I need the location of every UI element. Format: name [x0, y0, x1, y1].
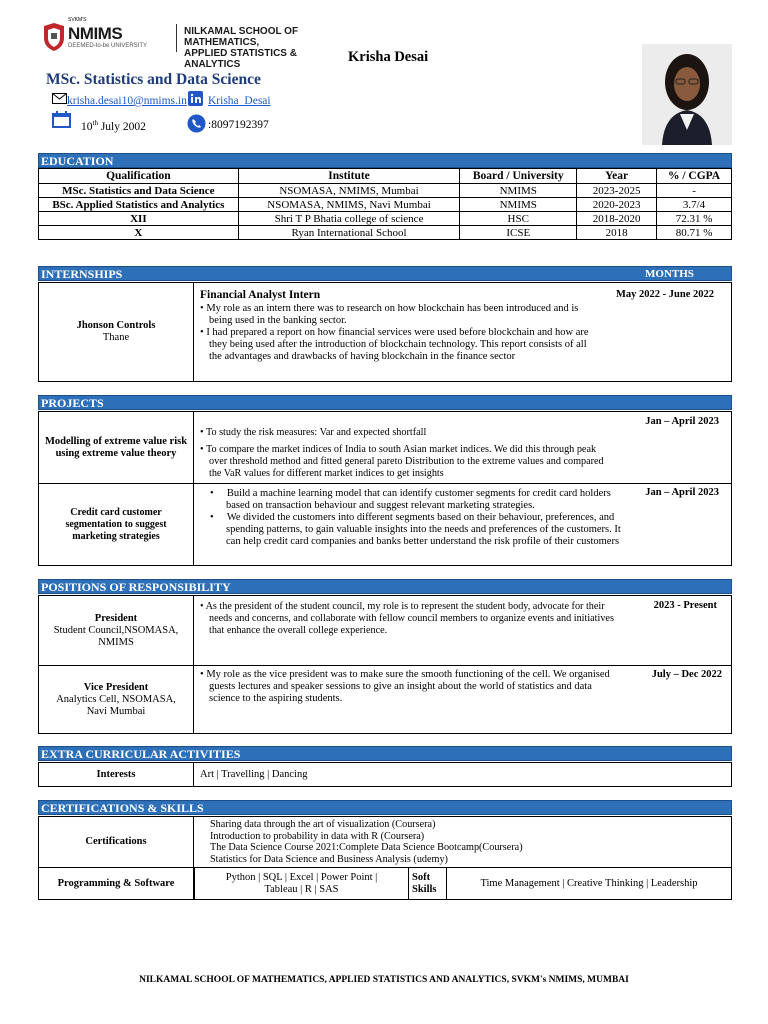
logo-prefix: SVKM'S: [68, 17, 87, 23]
nmims-emblem-icon: [42, 22, 66, 52]
list-item: • My role as an intern there was to research on how blockchain has been introduced and is being used in the banking sector.: [200, 303, 579, 326]
list-item: • My role as the vice president was to make sure the smooth functioning of the cell. We organised guests lectures and speaker sessions to give an insight about the world of statistics and data science to the aspiring students.: [200, 669, 610, 704]
dob-suffix: th: [92, 119, 98, 127]
phone-icon: [187, 114, 206, 133]
position-dates: July – Dec 2022: [651, 669, 722, 680]
board-cell: HSC: [460, 212, 577, 226]
list-item: • I had prepared a report on how financial services were used before blockchain and how are they being used after the introduction of blockchain technology. This report consists of all the advantages and drawbacks of having blockchain in the finance sector: [200, 327, 589, 362]
col-institute: Institute: [238, 169, 460, 184]
positions-table: [38, 595, 732, 734]
project-dates: Jan – April 2023: [645, 487, 719, 498]
project-name: Credit card customer segmentation to suggest marketing strategies: [39, 484, 194, 565]
cgpa-cell: -: [657, 184, 732, 198]
calendar-icon: [52, 111, 71, 128]
internship-bullet-2: I had prepared a report on how financial services were used before blockchain and how are they being used after the introduction of blockchain technology. This report consists of all the advantages and drawbacks of having blockchain in the finance sector: [206, 327, 589, 362]
internship-bullets: [200, 303, 600, 363]
cgpa-cell: 72.31 %: [657, 212, 732, 226]
col-cgpa: % / CGPA: [657, 169, 732, 184]
project-bullet: Build a machine learning model that can identify customer segments for credit card holders based on transaction behaviour and suggest relevant marketing strategies.: [226, 488, 611, 511]
list-item: Introduction to probability in data with R (Coursera): [210, 830, 425, 842]
school-name: [184, 26, 332, 70]
position-role: President: [94, 612, 138, 624]
project-name: Modelling of extreme value risk using extreme value theory: [39, 412, 194, 483]
envelope-icon: [52, 93, 67, 104]
list-item: The Data Science Course 2021:Complete Data Science Bootcamp(Coursera): [210, 842, 523, 853]
list-item: Sharing data through the art of visualization (Coursera): [210, 819, 436, 830]
program-title: MSc. Statistics and Data Science: [46, 71, 261, 88]
cgpa-cell: 3.7/4: [657, 198, 732, 212]
projects-table: [38, 411, 732, 566]
internship-bullet-1: My role as an intern there was to research on how blockchain has been introduced and is being used in the banking sector.: [206, 303, 579, 326]
logo-brand: NMIMS: [68, 24, 123, 43]
extracurricular-header: EXTRA CURRICULAR ACTIVITIES: [38, 746, 732, 761]
board-cell: NMIMS: [460, 184, 577, 198]
interests-label: Interests: [39, 763, 194, 786]
col-qualification: Qualification: [39, 169, 239, 184]
page-footer: NILKAMAL SCHOOL OF MATHEMATICS, APPLIED STATISTICS AND ANALYTICS, SVKM's NMIMS, MUMBAI: [139, 975, 629, 985]
linkedin-link[interactable]: Krisha_Desai: [208, 95, 271, 107]
project-bullet: To compare the market indices of India to south Asian market indices. We did this through peak over threshold method and fitted general pareto Distribution to the extreme values and compared the VaR values for different market indices to get insights: [205, 444, 604, 479]
soft-skills-label: [409, 868, 447, 899]
linkedin-icon: [188, 91, 203, 106]
position-role: Vice President: [83, 681, 149, 693]
project-dates: Jan – April 2023: [645, 416, 719, 427]
dob-day: 10: [81, 120, 93, 133]
school-name-line1: NILKAMAL SCHOOL OF MATHEMATICS,: [184, 26, 299, 48]
list-item: • To compare the market indices of India to south Asian market indices. We did this through peak over threshold method and fitted general pareto Distribution to the extreme values and compared the VaR values for different market indices to get insights: [200, 444, 604, 479]
internship-company: Jhonson Controls: [76, 320, 156, 331]
qualification-cell: XII: [39, 212, 239, 226]
list-item: • To study the risk measures: Var and expected shortfall: [200, 427, 427, 438]
position-dates: 2023 - Present: [653, 600, 717, 611]
internship-entry: [38, 282, 732, 382]
col-year: Year: [577, 169, 657, 184]
position-cell: [39, 666, 194, 733]
date-of-birth: [81, 119, 146, 133]
school-name-line2: APPLIED STATISTICS & ANALYTICS: [184, 48, 297, 70]
position-org: Analytics Cell, NSOMASA, Navi Mumbai: [56, 693, 176, 717]
project-bullets: [202, 488, 627, 548]
education-header: EDUCATION: [38, 153, 732, 168]
programming-label: Programming & Software: [39, 868, 194, 899]
list-item: • As the president of the student council, my role is to represent the student body, advocate for their needs and concerns, and collaborate with fellow council members to organize events and initiatives that enhance the overall college experience.: [200, 601, 614, 636]
person-photo-icon: [642, 44, 732, 145]
programming-line2: Tableau | R | SAS: [264, 883, 339, 895]
internship-dates: May 2022 - June 2022: [616, 289, 714, 300]
projects-header: PROJECTS: [38, 395, 732, 410]
candidate-name: Krisha Desai: [348, 49, 429, 65]
phone-number: :8097192397: [208, 119, 269, 131]
internships-header: [38, 266, 732, 281]
positions-header: POSITIONS OF RESPONSIBILITY: [38, 579, 732, 594]
position-description: [200, 669, 620, 705]
project-bullets: [200, 427, 615, 480]
logo-divider: [176, 24, 177, 52]
certifications-list: [210, 819, 610, 865]
dob-month-year: July 2002: [97, 120, 146, 133]
project-bullet: We divided the customers into different segments based on their behaviour, preferences, and spending patterns, to gain valuable insights into the needs and preferences of the customers. It can help credit card companies and banks better understand the risk profile of their customers: [226, 512, 621, 547]
institute-cell: Shri T P Bhatia college of science: [238, 212, 460, 226]
board-cell: NMIMS: [460, 198, 577, 212]
position-text: As the president of the student council, my role is to represent the student body, advocate for their needs and concerns, and collaborate with fellow council members to organize events and initiatives that enhance the overall college experience.: [205, 601, 614, 636]
table-row: [39, 184, 732, 198]
position-text: My role as the vice president was to make sure the smooth functioning of the cell. We organised guests lectures and speaker sessions to give an insight about the world of statistics and data science to the aspiring students.: [206, 669, 610, 704]
certifications-header: CERTIFICATIONS & SKILLS: [38, 800, 732, 815]
qualification-cell: MSc. Statistics and Data Science: [39, 184, 239, 198]
cgpa-cell: 80.71 %: [657, 226, 732, 240]
list-item: Statistics for Data Science and Business Analysis (udemy): [210, 853, 448, 865]
qualification-cell: X: [39, 226, 239, 240]
list-item: • Build a machine learning model that can identify customer segments for credit card holders based on transaction behaviour and suggest relevant marketing strategies.: [210, 488, 611, 511]
programming-line1: Python | SQL | Excel | Power Point |: [225, 871, 378, 883]
interests-value: Art | Travelling | Dancing: [200, 769, 308, 780]
year-cell: 2020-2023: [577, 198, 657, 212]
profile-photo: [642, 44, 732, 145]
extracurricular-table: [38, 762, 732, 787]
table-row: [39, 212, 732, 226]
table-row: [39, 198, 732, 212]
list-item: • We divided the customers into different segments based on their behaviour, preferences, and spending patterns, to gain valuable insights into the needs and preferences of the customers. It can help credit card companies and banks better understand the risk profile of their customers: [210, 512, 621, 547]
year-cell: 2018-2020: [577, 212, 657, 226]
soft-skills-label-line2: Skills: [412, 883, 437, 895]
position-cell: [39, 596, 194, 665]
table-row: [39, 226, 732, 240]
soft-skills-label-line1: Soft: [412, 871, 431, 883]
col-board: Board / University: [460, 169, 577, 184]
internship-location: Thane: [102, 332, 130, 343]
programming-value: [194, 868, 409, 899]
project-bullet: To study the risk measures: Var and expected shortfall: [205, 427, 427, 438]
internships-title: INTERNSHIPS: [41, 267, 123, 281]
position-description: [200, 601, 625, 637]
email-link[interactable]: krisha.desai10@nmims.in: [67, 95, 187, 107]
board-cell: ICSE: [460, 226, 577, 240]
position-org: Student Council,NSOMASA, NMIMS: [53, 624, 179, 648]
soft-skills-value: Time Management | Creative Thinking | Leadership: [480, 877, 698, 889]
education-table: [38, 168, 732, 240]
education-header-row: [39, 169, 732, 184]
certifications-table: [38, 816, 732, 900]
year-cell: 2023-2025: [577, 184, 657, 198]
institute-cell: NSOMASA, NMIMS, Navi Mumbai: [238, 198, 460, 212]
internship-role: Financial Analyst Intern: [200, 289, 321, 301]
certifications-label: Certifications: [39, 817, 194, 867]
year-cell: 2018: [577, 226, 657, 240]
internship-company-cell: [39, 283, 194, 381]
institute-cell: Ryan International School: [238, 226, 460, 240]
school-logo: [42, 17, 332, 70]
institute-cell: NSOMASA, NMIMS, Mumbai: [238, 184, 460, 198]
logo-brand-subtitle: DEEMED-to-be UNIVERSITY: [68, 43, 148, 49]
qualification-cell: BSc. Applied Statistics and Analytics: [39, 198, 239, 212]
months-label: MONTHS: [645, 268, 694, 280]
